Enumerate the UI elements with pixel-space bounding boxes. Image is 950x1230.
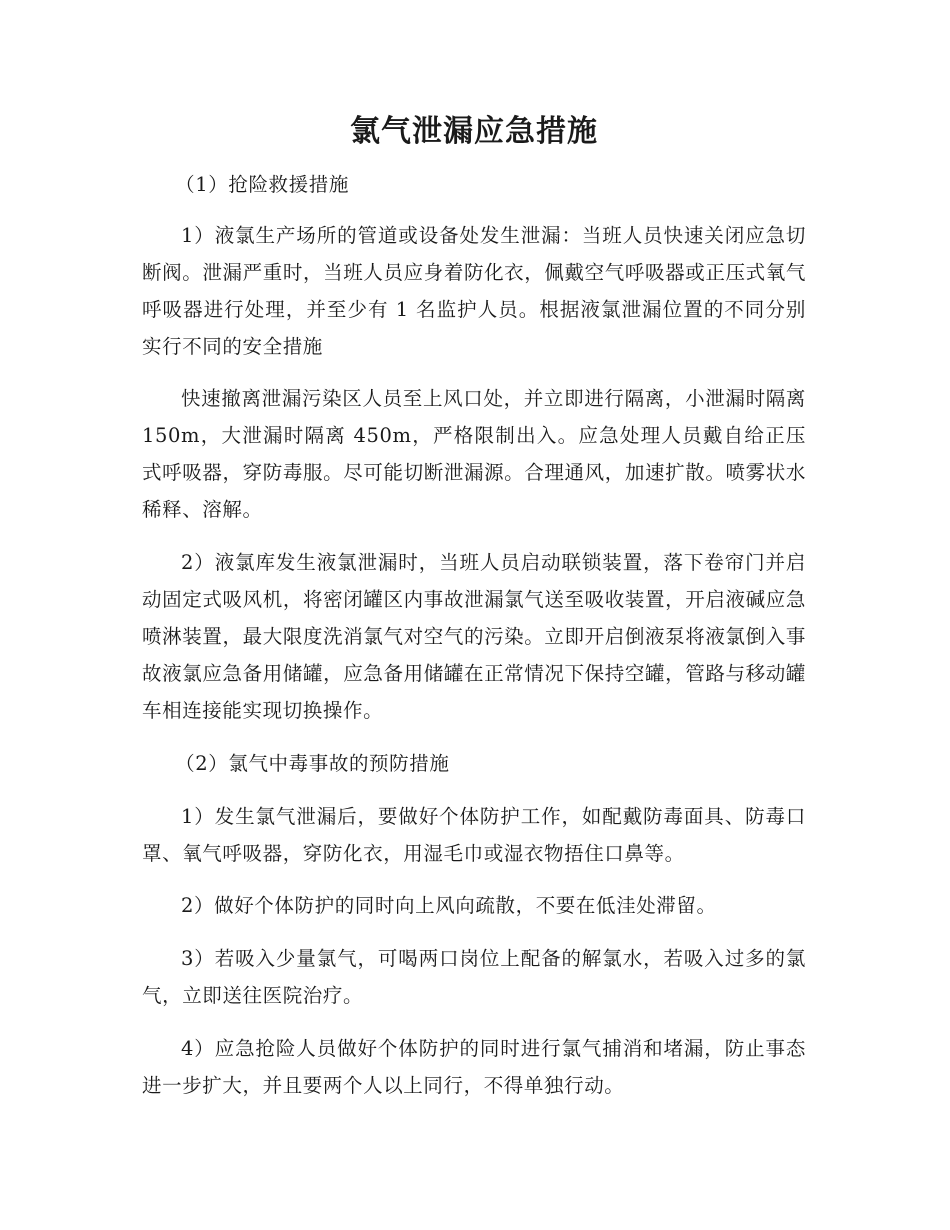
section-heading-prevention: （2）氯气中毒事故的预防措施	[175, 752, 450, 775]
paragraph-pipeline-leak: 1）液氯生产场所的管道或设备处发生泄漏：当班人员快速关闭应急切断阀。泄漏严重时，当班人员应身着防化衣，佩戴空气呼吸器或正压式氧气呼吸器进行处理，并至少有 1 名监护人员。根据液氯泄漏位置的不同分别实行不同的安全措施	[142, 224, 806, 358]
paragraph-storage-leak: 2）液氯库发生液氯泄漏时，当班人员启动联锁装置，落下卷帘门并启动固定式吸风机，将密闭罐区内事故泄漏氯气送至吸收装置，开启液碱应急喷淋装置，最大限度洗消氯气对空气的污染。立即开启倒液泵将液氯倒入事故液氯应急备用储罐，应急备用储罐在正常情况下保持空罐，管路与移动罐车相连接能实现切换操作。	[142, 551, 806, 722]
section-heading-rescue: （1）抢险救援措施	[175, 173, 349, 196]
paragraph-evacuate-upwind: 2）做好个体防护的同时向上风向疏散，不要在低洼处滞留。	[181, 894, 717, 917]
paragraph-personal-protection: 1）发生氯气泄漏后，要做好个体防护工作，如配戴防毒面具、防毒口罩、氧气呼吸器，穿防化衣，用湿毛巾或湿衣物捂住口鼻等。	[142, 805, 806, 865]
paragraph-emergency-crew: 4）应急抢险人员做好个体防护的同时进行氯气捕消和堵漏，防止事态进一步扩大，并且要两个人以上同行，不得单独行动。	[142, 1037, 806, 1097]
document-title: 氯气泄漏应急措施	[350, 114, 598, 149]
paragraph-inhalation: 3）若吸入少量氯气，可喝两口岗位上配备的解氯水，若吸入过多的氯气，立即送往医院治疗。	[142, 947, 806, 1007]
paragraph-evacuation: 快速撤离泄漏污染区人员至上风口处，并立即进行隔离，小泄漏时隔离 150m，大泄漏时隔离 450m，严格限制出入。应急处理人员戴自给正压式呼吸器，穿防毒服。尽可能切断泄漏源。合理通风，加速扩散。喷雾状水稀释、溶解。	[142, 387, 806, 521]
